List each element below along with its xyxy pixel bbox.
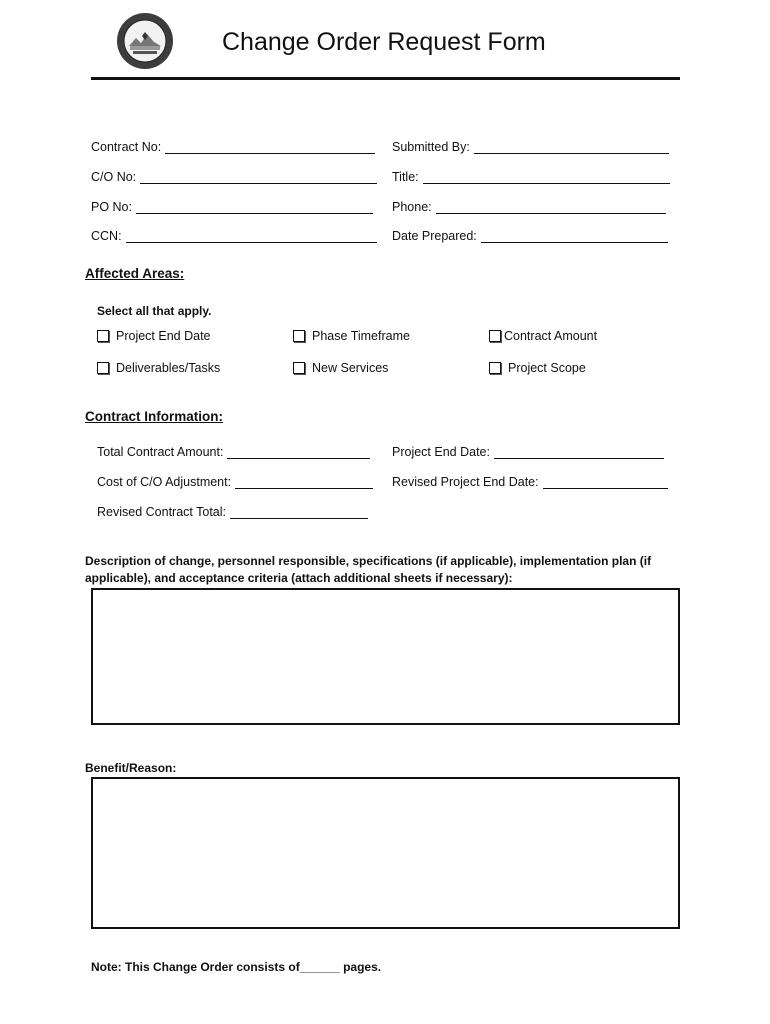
co-no-line[interactable]: [140, 171, 377, 184]
co-no-label: C/O No:: [91, 170, 137, 184]
checkbox-phase-timeframe[interactable]: [293, 329, 410, 343]
checkbox-deliverables-tasks[interactable]: [97, 361, 220, 375]
checkbox-icon[interactable]: [293, 362, 305, 374]
ccn-line[interactable]: [126, 230, 377, 243]
state-seal-logo: [116, 12, 174, 70]
revised-project-end-date-field[interactable]: [392, 475, 668, 489]
checkbox-icon[interactable]: [97, 330, 109, 342]
page-title: Change Order Request Form: [222, 28, 546, 56]
revised-project-end-date-line[interactable]: [543, 476, 668, 489]
po-no-label: PO No:: [91, 200, 132, 214]
phone-label: Phone:: [392, 200, 432, 214]
phone-line[interactable]: [436, 201, 666, 214]
checkbox-new-services[interactable]: [293, 361, 388, 375]
checkbox-contract-amount[interactable]: [489, 329, 597, 343]
phone-field[interactable]: [392, 200, 666, 214]
title-field[interactable]: [392, 170, 670, 184]
checkbox-project-end-date[interactable]: [97, 329, 211, 343]
po-no-line[interactable]: [136, 201, 373, 214]
checkbox-label: Project Scope: [508, 361, 586, 375]
co-no-field[interactable]: [91, 170, 377, 184]
po-no-field[interactable]: [91, 200, 373, 214]
checkbox-icon[interactable]: [489, 330, 501, 342]
contract-no-label: Contract No:: [91, 140, 162, 154]
total-contract-amount-line[interactable]: [227, 446, 370, 459]
benefit-reason-label: Benefit/Reason:: [85, 761, 177, 775]
cost-of-co-adjustment-line[interactable]: [235, 476, 373, 489]
cost-of-co-adjustment-field[interactable]: [97, 475, 373, 489]
submitted-by-line[interactable]: [474, 141, 669, 154]
revised-project-end-date-label: Revised Project End Date:: [392, 475, 539, 489]
revised-contract-total-field[interactable]: [97, 505, 368, 519]
ccn-field[interactable]: [91, 229, 377, 243]
revised-contract-total-line[interactable]: [230, 506, 368, 519]
description-textbox[interactable]: [91, 588, 680, 725]
checkbox-label: Project End Date: [116, 329, 211, 343]
cost-of-co-adjustment-label: Cost of C/O Adjustment:: [97, 475, 232, 489]
project-end-date-line[interactable]: [494, 446, 664, 459]
page-count-note: Note: This Change Order consists of______ pages.: [91, 960, 382, 974]
benefit-reason-textbox[interactable]: [91, 777, 680, 929]
project-end-date-field[interactable]: [392, 445, 664, 459]
date-prepared-field[interactable]: [392, 229, 668, 243]
checkbox-label: Contract Amount: [504, 329, 598, 343]
checkbox-label: New Services: [312, 361, 389, 375]
affected-areas-heading: Affected Areas:: [85, 266, 185, 281]
checkbox-icon[interactable]: [97, 362, 109, 374]
date-prepared-label: Date Prepared:: [392, 229, 477, 243]
checkbox-project-scope[interactable]: [489, 361, 586, 375]
select-all-hint: Select all that apply.: [97, 304, 212, 318]
checkbox-icon[interactable]: [293, 330, 305, 342]
project-end-date-label: Project End Date:: [392, 445, 490, 459]
checkbox-label: Phase Timeframe: [312, 329, 410, 343]
submitted-by-field[interactable]: [392, 140, 669, 154]
contract-information-heading: Contract Information:: [85, 409, 223, 424]
total-contract-amount-label: Total Contract Amount:: [97, 445, 224, 459]
revised-contract-total-label: Revised Contract Total:: [97, 505, 226, 519]
description-label: Description of change, personnel responsible, specifications (if applicable), implementation plan (if applicable), and acceptance criteria (attach additional sheets if necessary):: [85, 554, 652, 585]
title-rule: [91, 77, 680, 80]
date-prepared-line[interactable]: [481, 230, 668, 243]
ccn-label: CCN:: [91, 229, 122, 243]
contract-no-field[interactable]: [91, 140, 375, 154]
title-line[interactable]: [423, 171, 670, 184]
total-contract-amount-field[interactable]: [97, 445, 370, 459]
contract-no-line[interactable]: [165, 141, 375, 154]
checkbox-label: Deliverables/Tasks: [116, 361, 221, 375]
title-label: Title:: [392, 170, 419, 184]
checkbox-icon[interactable]: [489, 362, 501, 374]
submitted-by-label: Submitted By:: [392, 140, 470, 154]
